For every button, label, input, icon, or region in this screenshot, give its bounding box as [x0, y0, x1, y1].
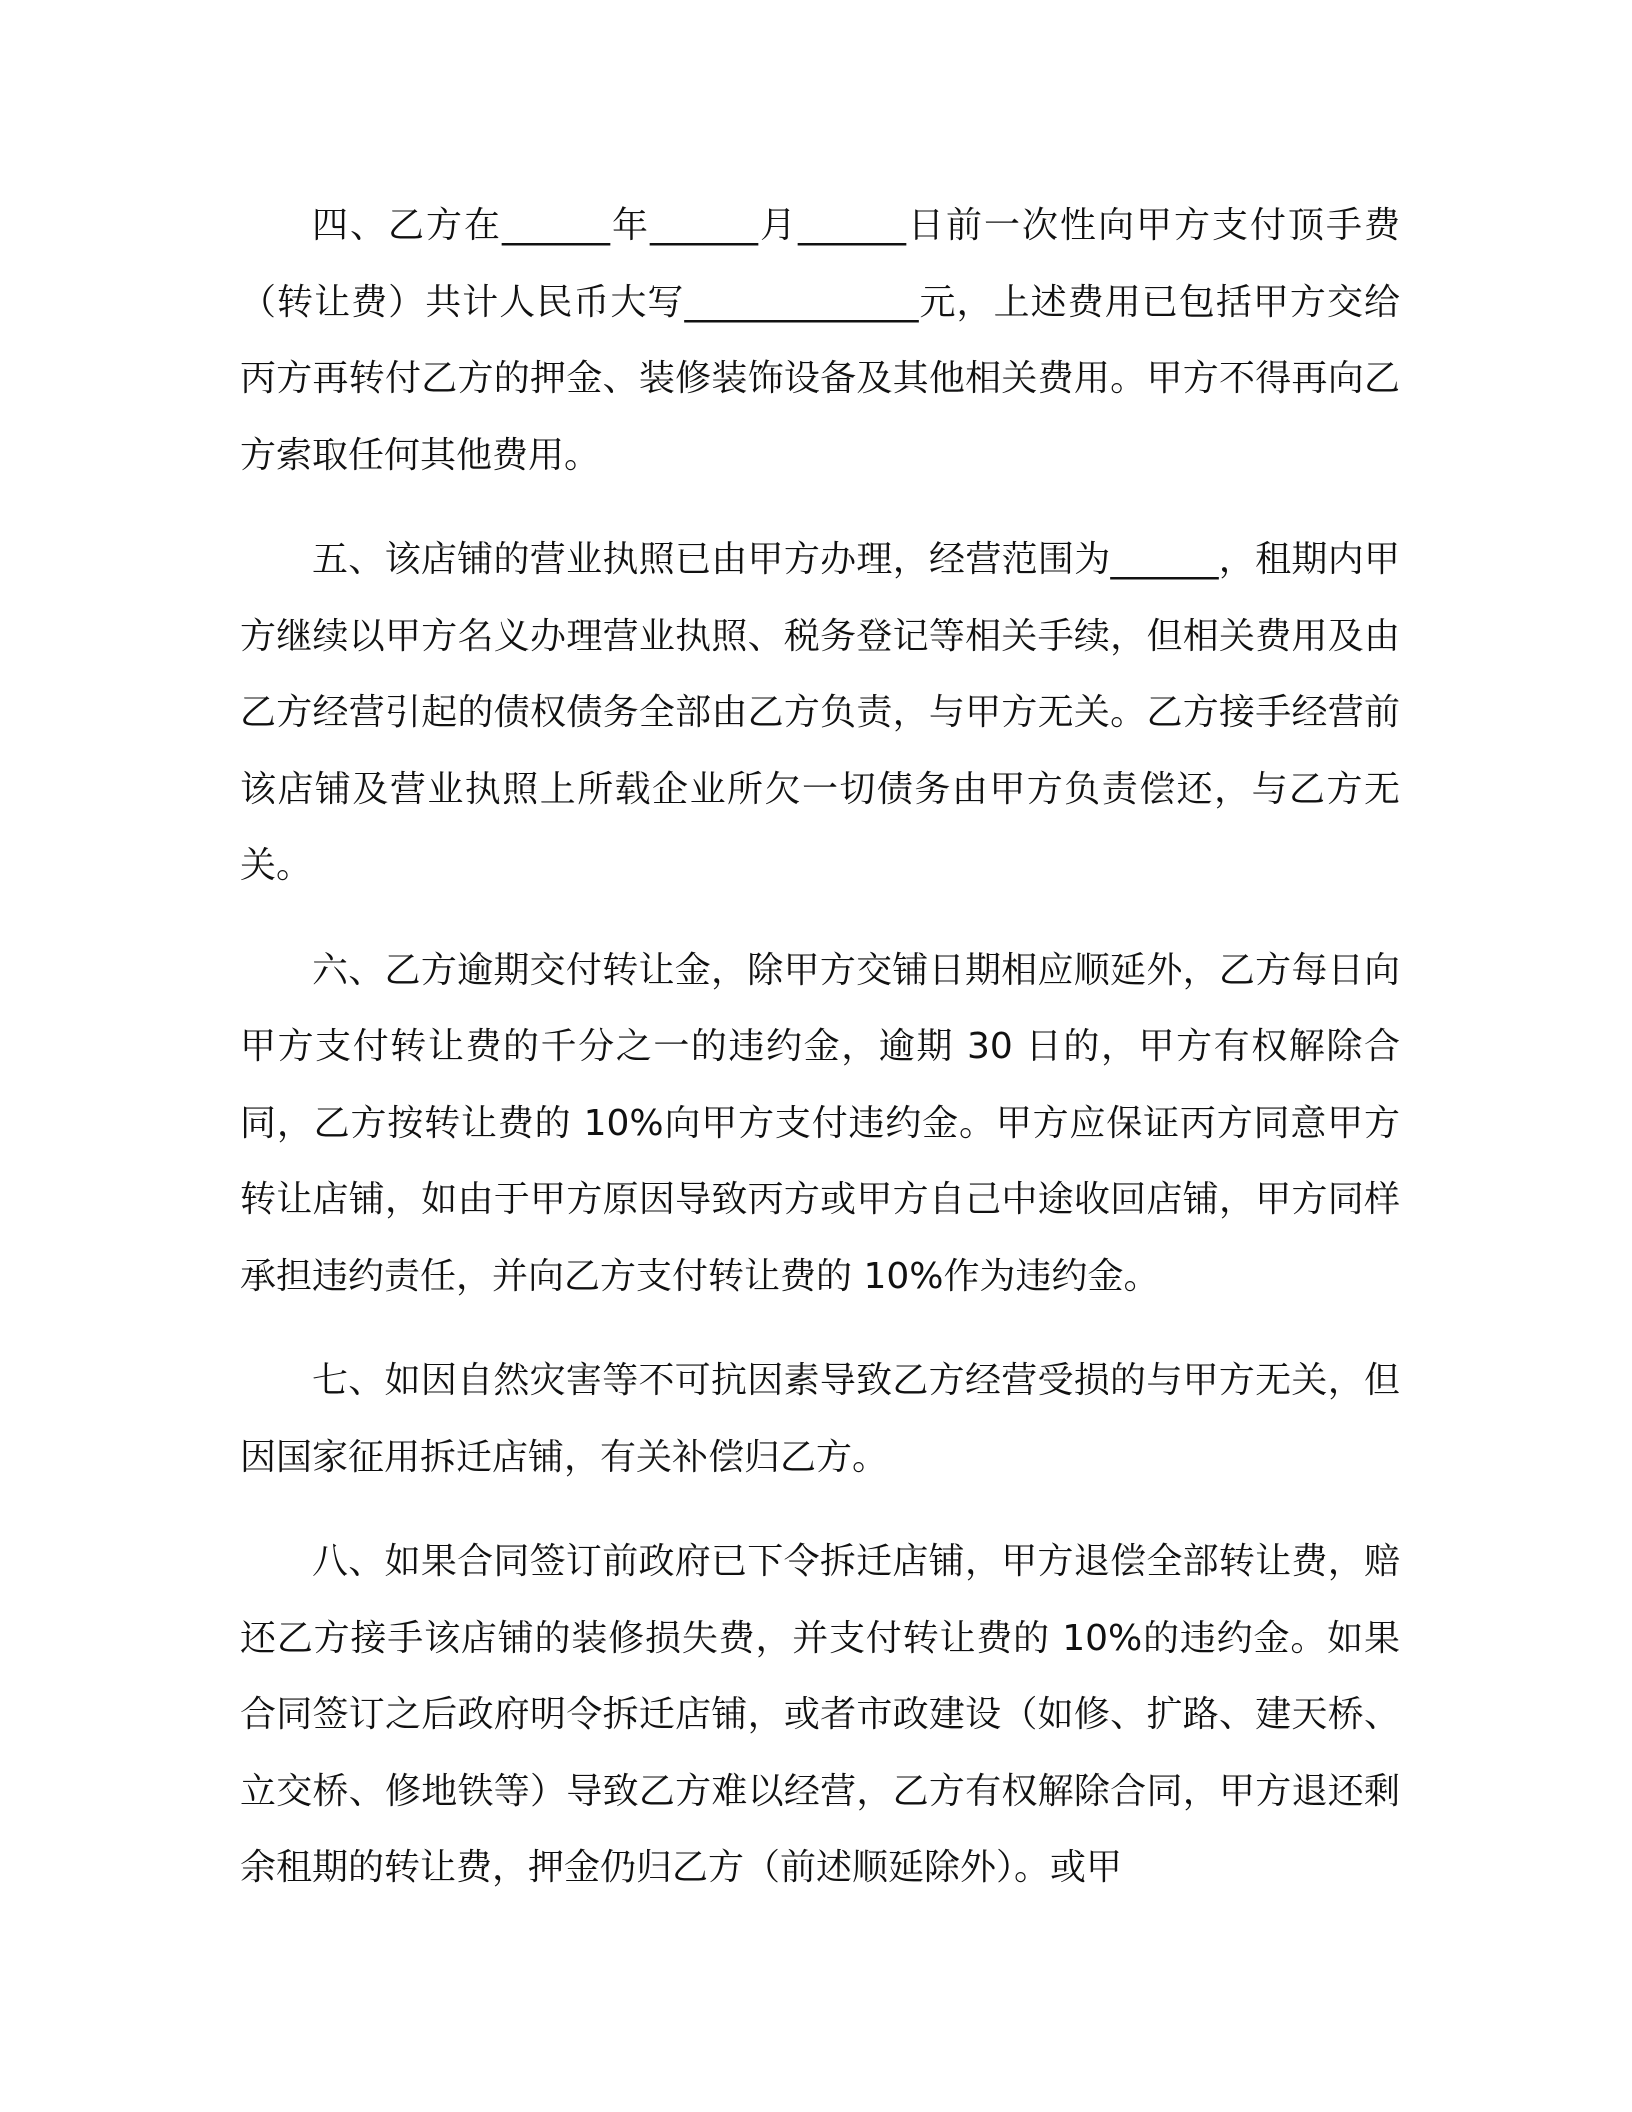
- document-body: [240, 188, 1400, 1935]
- clause-5-paragraph: 五、该店铺的营业执照已由甲方办理，经营范围为______，租期内甲方继续以甲方名义办理营业执照、税务登记等相关手续，但相关费用及由乙方经营引起的债权债务全部由乙方负责，与甲方无关。乙方接手经营前该店铺及营业执照上所载企业所欠一切债务由甲方负责偿还，与乙方无关。: [240, 539, 1400, 886]
- clause-4-paragraph: 四、乙方在______年______月______日前一次性向甲方支付顶手费（转让费）共计人民币大写_____________元，上述费用已包括甲方交给丙方再转付乙方的押金、装修装饰设备及其他相关费用。甲方不得再向乙方索取任何其他费用。: [240, 205, 1400, 476]
- clause-7-paragraph: 七、如因自然灾害等不可抗因素导致乙方经营受损的与甲方无关，但因国家征用拆迁店铺，有关补偿归乙方。: [240, 1360, 1400, 1478]
- clause-8-paragraph: 八、如果合同签订前政府已下令拆迁店铺，甲方退偿全部转让费，赔还乙方接手该店铺的装修损失费，并支付转让费的 10%的违约金。如果合同签订之后政府明令拆迁店铺，或者市政建设（如修、扩路、建天桥、立交桥、修地铁等）导致乙方难以经营，乙方有权解除合同，甲方退还剩余租期的转让费，押金仍归乙方（前述顺延除外）。或甲: [240, 1541, 1400, 1888]
- clause-6-paragraph: 六、乙方逾期交付转让金，除甲方交铺日期相应顺延外，乙方每日向甲方支付转让费的千分之一的违约金，逾期 30 日的，甲方有权解除合同，乙方按转让费的 10%向甲方支付违约金。甲方应保证丙方同意甲方转让店铺，如由于甲方原因导致丙方或甲方自己中途收回店铺，甲方同样承担违约责任，并向乙方支付转让费的 10%作为违约金。: [240, 949, 1400, 1297]
